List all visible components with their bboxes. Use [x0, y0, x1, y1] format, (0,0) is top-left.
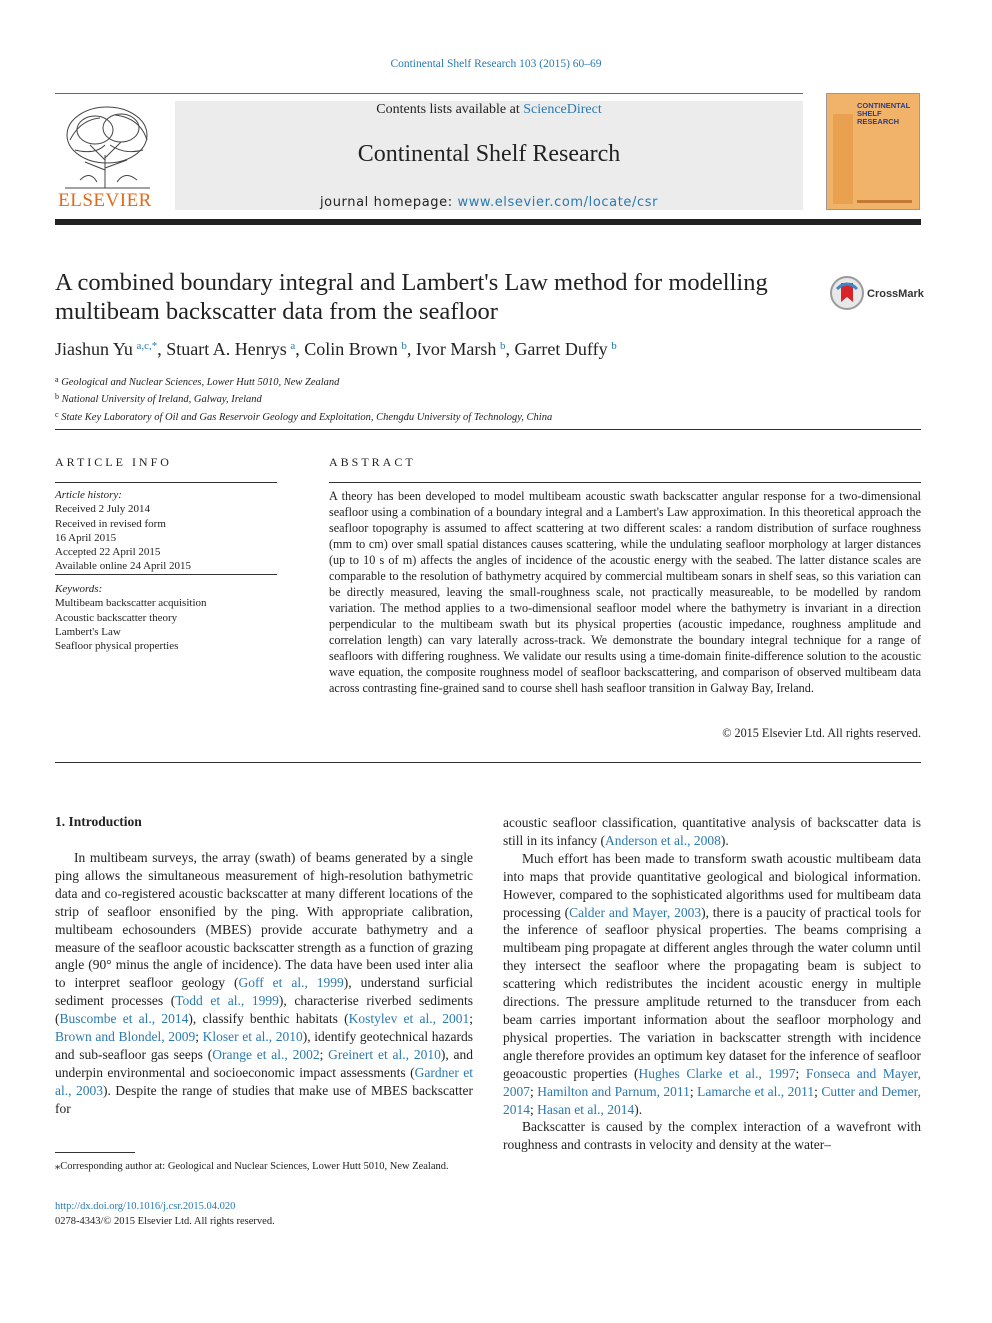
- body-paragraph: [503, 850, 921, 1119]
- keyword-item: Acoustic backscatter theory: [55, 611, 178, 624]
- citation-link[interactable]: Todd et al., 1999: [175, 993, 279, 1009]
- citation-link[interactable]: Gardner et al., 2003: [55, 1064, 474, 1098]
- affiliation-item: $^b$ National University of Ireland, Galway, Ireland: [55, 392, 262, 406]
- paragraph-text: ), identify geotechnical hazards and sub-seafloor gas seeps (: [55, 1029, 473, 1062]
- paragraph-text: Much effort has been made to transform swath acoustic multibeam data into maps that provide quantitative geological and biological information. However, compared to the sophisticated algorithms used for multibeam data processing (: [503, 850, 921, 920]
- body-paragraph: [55, 849, 473, 1118]
- keywords-label: Keywords:: [55, 583, 103, 595]
- contents-line: [175, 102, 803, 118]
- cover-title: CONTINENTAL SHELF RESEARCH: [857, 101, 911, 126]
- sciencedirect-link[interactable]: ScienceDirect: [523, 102, 602, 117]
- citation-link[interactable]: Kloser et al., 2010: [202, 1029, 303, 1045]
- paragraph-text: acoustic seafloor classification, quantitative analysis of backscatter data is still in its infancy (: [503, 815, 921, 848]
- author-affil-marker[interactable]: a: [290, 340, 296, 352]
- article-title: A combined boundary integral and Lambert's Law method for modelling multibeam backscatter data from the seafloor: [55, 269, 768, 325]
- divider: [55, 574, 277, 575]
- paragraph-text: ;: [795, 1065, 806, 1081]
- paragraph-text: ;: [814, 1083, 822, 1099]
- journal-citation[interactable]: Continental Shelf Research 103 (2015) 60–69: [390, 58, 602, 70]
- contents-prefix: Contents lists available at: [376, 102, 524, 117]
- body-paragraph: [503, 814, 921, 850]
- divider: [329, 482, 921, 483]
- author-affil-marker[interactable]: b: [499, 340, 506, 352]
- citation-link[interactable]: Lamarche et al., 2011: [697, 1083, 815, 1099]
- keyword-item: Multibeam backscatter acquisition: [55, 597, 207, 610]
- paragraph-text: ;: [530, 1101, 538, 1117]
- paragraph-text: ), and underpin environmental and socioeconomic impact assessments (: [55, 1046, 474, 1080]
- history-item: Received in revised form: [55, 517, 166, 530]
- author-name[interactable]: Garret Duffy: [514, 339, 608, 359]
- citation-link[interactable]: Hamilton and Parnum, 2011: [537, 1083, 690, 1099]
- author-name[interactable]: Colin Brown: [304, 339, 398, 359]
- homepage-prefix: journal homepage:: [319, 195, 458, 210]
- citation-link[interactable]: Calder and Mayer, 2003: [569, 904, 702, 920]
- section-heading: 1. Introduction: [55, 814, 142, 829]
- history-label: Article history:: [55, 489, 122, 501]
- keyword-item: Lambert's Law: [55, 625, 121, 638]
- citation-link[interactable]: Hasan et al., 2014: [537, 1101, 635, 1117]
- citation-link[interactable]: Greinert et al., 2010: [328, 1046, 441, 1062]
- body-column-left: [55, 849, 473, 1118]
- header-thick-rule: [55, 219, 921, 225]
- paragraph-text: ). Despite the range of studies that make use of MBES backscatter for: [55, 1082, 473, 1116]
- paragraph-text: ;: [689, 1083, 698, 1099]
- paragraph-text: ).: [720, 832, 729, 848]
- header-rule: [55, 93, 803, 94]
- affiliation-item: $^c$ State Key Laboratory of Oil and Gas Reservoir Geology and Exploitation, Chengdu University of Technology, China: [55, 409, 553, 423]
- article-history: [55, 488, 277, 574]
- author-name[interactable]: Jiashun Yu: [55, 339, 133, 359]
- journal-title: Continental Shelf Research: [357, 141, 621, 167]
- divider: [55, 429, 921, 430]
- journal-homepage: [175, 195, 803, 210]
- body-paragraph: [503, 1118, 921, 1154]
- abstract-copyright: © 2015 Elsevier Ltd. All rights reserved.: [722, 726, 921, 740]
- citation-link[interactable]: Anderson et al., 2008: [605, 832, 721, 848]
- crossmark-label: CrossMark: [867, 288, 924, 300]
- history-item: Available online 24 April 2015: [55, 560, 192, 573]
- citation-link[interactable]: Buscombe et al., 2014: [59, 1011, 189, 1027]
- divider: [55, 482, 277, 483]
- history-item: Accepted 22 April 2015: [55, 546, 161, 559]
- keyword-item: Seafloor physical properties: [55, 640, 179, 653]
- paragraph-text: ;: [530, 1083, 538, 1099]
- abstract-heading: ABSTRACT: [329, 455, 416, 469]
- author-affil-marker[interactable]: b: [401, 340, 407, 352]
- journal-cover-thumbnail[interactable]: [826, 93, 920, 210]
- history-item: 16 April 2015: [55, 531, 117, 544]
- paragraph-text: ;: [469, 1011, 473, 1027]
- abstract-text: A theory has been developed to model multibeam acoustic swath backscatter angular response for a two-dimensional seafloor using a combination of a boundary integral and a Lambert's Law approximation. In this theoretical approach the seafloor topography is assumed to affect scattering at two different scales: a random distribution of surface roughness (mm to cm) over small spatial distances causes scattering, while the undulating seafloor morphology at larger distances (up to 10 s of m) affects the angles of incidence of the acoustic energy with the seabed. The latter distance scales are comparable to the resolution of bathymetry acquired by commercial multibeam sonars in shelf seas, so this variation can be directly measured, leaving the small-roughness scale, not practically measureable, to be modelled by random variation. The method applies to a two-dimensional seafloor model where the bathymetry is invariant in a direction perpendicular to the multibeam swath but its physical properties (acoustic impedance, roughness amplitude and correlation length) can vary laterally across-track. We demonstrate the boundary integral technique for a range of seafloors with differing roughness. We validate our results using a time-domain finite-difference solution to the acoustic wave equation, the composite roughness model of seafloor backscattering, and comparison of observed multibeam data across contrasting fine-grained sand to course shell hash seafloor transition in Galway Bay, Ireland.: [329, 489, 921, 695]
- article-info-heading: ARTICLE INFO: [55, 455, 172, 469]
- affiliation-item: $^a$ Geological and Nuclear Sciences, Lower Hutt 5010, New Zealand: [55, 375, 340, 388]
- divider: [55, 762, 921, 763]
- keywords: [55, 582, 277, 653]
- paragraph-text: ), classify benthic habitats (: [188, 1011, 349, 1027]
- paragraph-text: ;: [195, 1029, 203, 1045]
- paragraph-text: In multibeam surveys, the array (swath) of beams generated by a single ping allows the simultaneous measurement of high-resolution bathymetric data and co-registered acoustic backscatter at many different locations of the strip of seafloor ensonified by the ping. With appropriate calibration, multibeam echosounders (MBES) provide accurate bathymetry and a measure of the seafloor acoustic backscatter strength as a function of grazing angle (90° minus the angle of incidence). The data have been used inter alia to interpret seafloor geology (: [55, 850, 473, 991]
- author-affil-marker[interactable]: a,c,*: [136, 340, 158, 352]
- citation-link[interactable]: Kostylev et al., 2001: [348, 1011, 470, 1027]
- citation-link[interactable]: Hughes Clarke et al., 1997: [638, 1065, 796, 1081]
- citation-link[interactable]: Brown and Blondel, 2009: [55, 1029, 196, 1045]
- body-column-right: [503, 814, 921, 1154]
- citation-link[interactable]: Fonseca and Mayer, 2007: [503, 1065, 921, 1099]
- citation-link[interactable]: Orange et al., 2002: [212, 1046, 320, 1062]
- paragraph-text: Backscatter is caused by the complex interaction of a wavefront with roughness and contrasts in velocity and density at the water–: [503, 1119, 921, 1153]
- corresponding-author-footnote: ⁎Corresponding author at: Geological and Nuclear Sciences, Lower Hutt 5010, New Zealand.: [55, 1161, 449, 1172]
- paragraph-text: ), understand surficial sediment processes (: [55, 975, 473, 1009]
- paragraph-text: ), characterise riverbed sediments (: [55, 993, 473, 1027]
- homepage-link[interactable]: www.elsevier.com/locate/csr: [457, 195, 659, 210]
- paragraph-text: ).: [634, 1101, 643, 1117]
- author-name[interactable]: Stuart A. Henrys: [166, 339, 287, 359]
- cover-stripe: [833, 114, 853, 204]
- citation-link[interactable]: Goff et al., 1999: [238, 975, 344, 991]
- author-affil-marker[interactable]: b: [611, 340, 617, 352]
- issn-copyright: 0278-4343/© 2015 Elsevier Ltd. All rights reserved.: [55, 1216, 275, 1227]
- history-item: Received 2 July 2014: [55, 503, 151, 516]
- doi-link[interactable]: http://dx.doi.org/10.1016/j.csr.2015.04.020: [55, 1201, 236, 1212]
- cover-footer-strip: [857, 200, 912, 203]
- author-name[interactable]: Ivor Marsh: [415, 339, 497, 359]
- author-list: Jiashun Yu $^{a,c,*}$, Stuart A. Henrys $^a$, Colin Brown $^b$, Ivor Marsh $^b$, Garret Duffy $^b$: [55, 339, 617, 359]
- affiliations: [55, 373, 552, 425]
- paragraph-text: ;: [319, 1046, 329, 1062]
- footnote-rule: [55, 1152, 135, 1153]
- paragraph-text: ), there is a paucity of practical tools for the inference of seafloor physical properties. The beams comprising a multibeam ping propagate at different angles through the water column until they intersect the seafloor where the propagating beam is subject to scattering which redistributes the incident acoustic energy in multiple directions. The pressure amplitude returned to the transducer from each beam carries important information about the seafloor morphology and physical properties. The variation in backscatter strength with incidence angle therefore provides an optimum key dataset for the inference of seafloor geoacoustic properties (: [503, 904, 921, 1081]
- citation-link[interactable]: Cutter and Demer, 2014: [503, 1083, 921, 1117]
- elsevier-wordmark[interactable]: ELSEVIER: [58, 190, 152, 211]
